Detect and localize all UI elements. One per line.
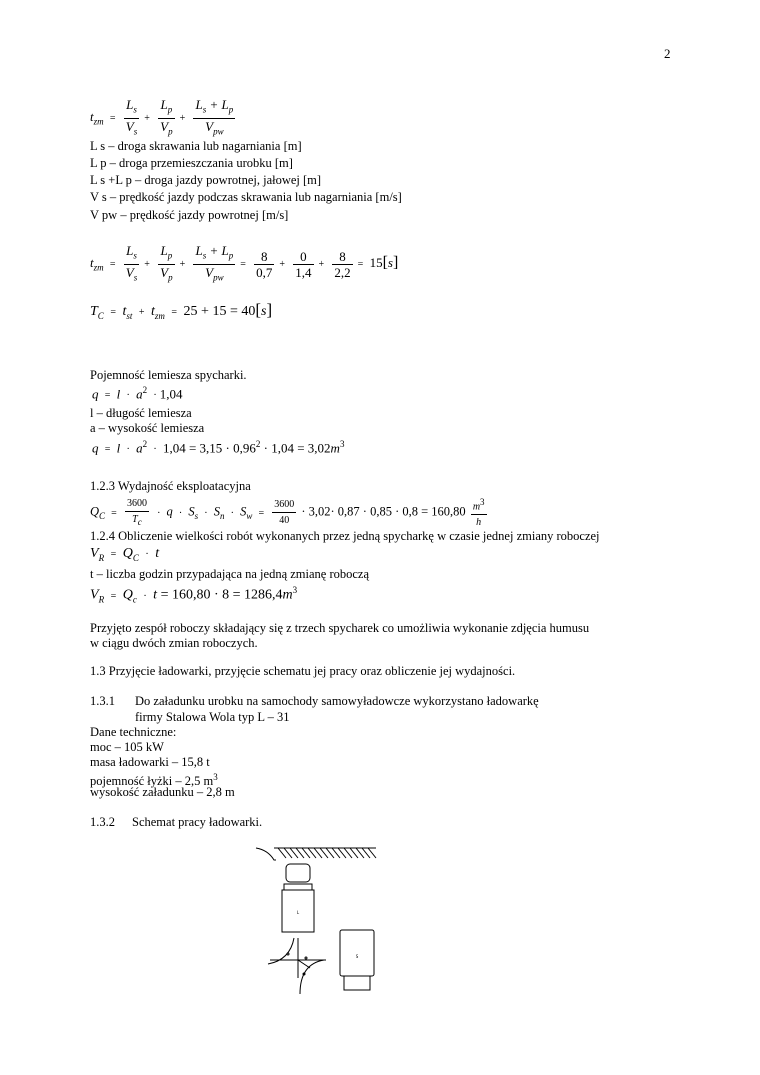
- def-t: t – liczba godzin przypadająca na jedną zmianę roboczą: [90, 567, 370, 581]
- formula-qc: $Q_C$ = $\frac{3600}{T_c}$ · $q \cdot S_s \cdot S_n \cdot S_w$ = $\frac{3600}{40}$ · 3,02· 0,87 · 0,85 · 0,8 = 160,80 $\frac{m^3}{h}$: [90, 497, 485, 529]
- section-1-3-1-line-2: firmy Stalowa Wola typ L – 31: [135, 710, 290, 724]
- formula-vr-calc: $V_R = Q_c \cdot t = 160,80 \cdot 8 = 1286,4m^3$: [90, 585, 298, 605]
- team-line-1: Przyjęto zespół roboczy składający się z trzech spycharek co umożliwia wykonanie zdjęcia humusu: [90, 621, 590, 635]
- loader-work-scheme-diagram: [250, 842, 390, 1002]
- tech-mass: masa ładowarki – 15,8 t: [90, 755, 210, 769]
- section-1-3-1-number: 1.3.1: [90, 694, 115, 708]
- def-vpw: V pw – prędkość jazdy powrotnej [m/s]: [90, 208, 289, 222]
- soil-face-hatching: [256, 848, 376, 860]
- formula-tzm-calc: $t_{zm}$ = $\frac{L_s}{V_s}$ + $\frac{L_p}{V_p}$ + $\frac{L_s + L_p}{V_{pw}}$ = $\frac{8}{0,7}$ + $\frac{0}{1,4}$ + $\frac{8}{2,2}$ = 15[s]: [90, 243, 399, 283]
- tech-power: moc – 105 kW: [90, 740, 164, 754]
- def-vs: V s – prędkość jazdy podczas skrawania lub nagarniania [m/s]: [90, 190, 402, 204]
- formula-tzm: $t_{zm}$ = $\frac{L_s}{V_s}$ + $\frac{L_p}{V_p}$ + $\frac{L_s + L_p}{V_{pw}}$: [90, 97, 234, 137]
- tech-bucket: pojemność łyżki – 2,5 $m^3$: [90, 772, 218, 789]
- section-1-3-1-line-1: Do załadunku urobku na samochody samowyładowcze wykorzystano ładowarkę: [135, 694, 539, 708]
- formula-q: $q = l \cdot a^2 \cdot 1,04$: [92, 385, 183, 402]
- def-ls: L s – droga skrawania lub nagarniania [m]: [90, 139, 302, 153]
- team-line-2: w ciągu dwóch zmian roboczych.: [90, 636, 258, 650]
- formula-q-calc: $q = l \cdot a^2 \cdot 1,04 = 3,15 \cdot 0,96^2 \cdot 1,04 = 3,02m^3$: [92, 439, 345, 456]
- loader-path: [268, 938, 326, 994]
- blade-heading: Pojemność lemiesza spycharki.: [90, 368, 247, 382]
- formula-tc: $T_C = t_{st} + t_{zm} = 25 + 15 = 40[s]$: [90, 300, 273, 321]
- truck-label: S: [355, 954, 359, 959]
- section-1-2-3: 1.2.3 Wydajność eksploatacyjna: [90, 479, 251, 493]
- section-1-3-2-title: Schemat pracy ładowarki.: [132, 815, 263, 829]
- def-lp: L p – droga przemieszczania urobku [m]: [90, 156, 293, 170]
- def-a: a – wysokość lemiesza: [90, 421, 205, 435]
- loader-label: L: [296, 910, 300, 915]
- tech-heading: Dane techniczne:: [90, 725, 177, 739]
- section-1-3-2-number: 1.3.2: [90, 815, 115, 829]
- section-1-3: 1.3 Przyjęcie ładowarki, przyjęcie schematu jej pracy oraz obliczenie jej wydajności.: [90, 664, 516, 678]
- def-ls-lp: L s +L p – droga jazdy powrotnej, jałowej [m]: [90, 173, 322, 187]
- page-number: 2: [664, 46, 671, 61]
- truck-shape: [340, 930, 374, 990]
- section-1-2-4: 1.2.4 Obliczenie wielkości robót wykonanych przez jedną spycharkę w czasie jednej zmiany roboczej: [90, 529, 600, 543]
- loader-shape: [282, 864, 314, 932]
- formula-vr: $V_R = Q_C \cdot t$: [90, 546, 160, 563]
- tech-height: wysokość załadunku – 2,8 m: [90, 785, 235, 799]
- def-l: l – długość lemiesza: [90, 406, 192, 420]
